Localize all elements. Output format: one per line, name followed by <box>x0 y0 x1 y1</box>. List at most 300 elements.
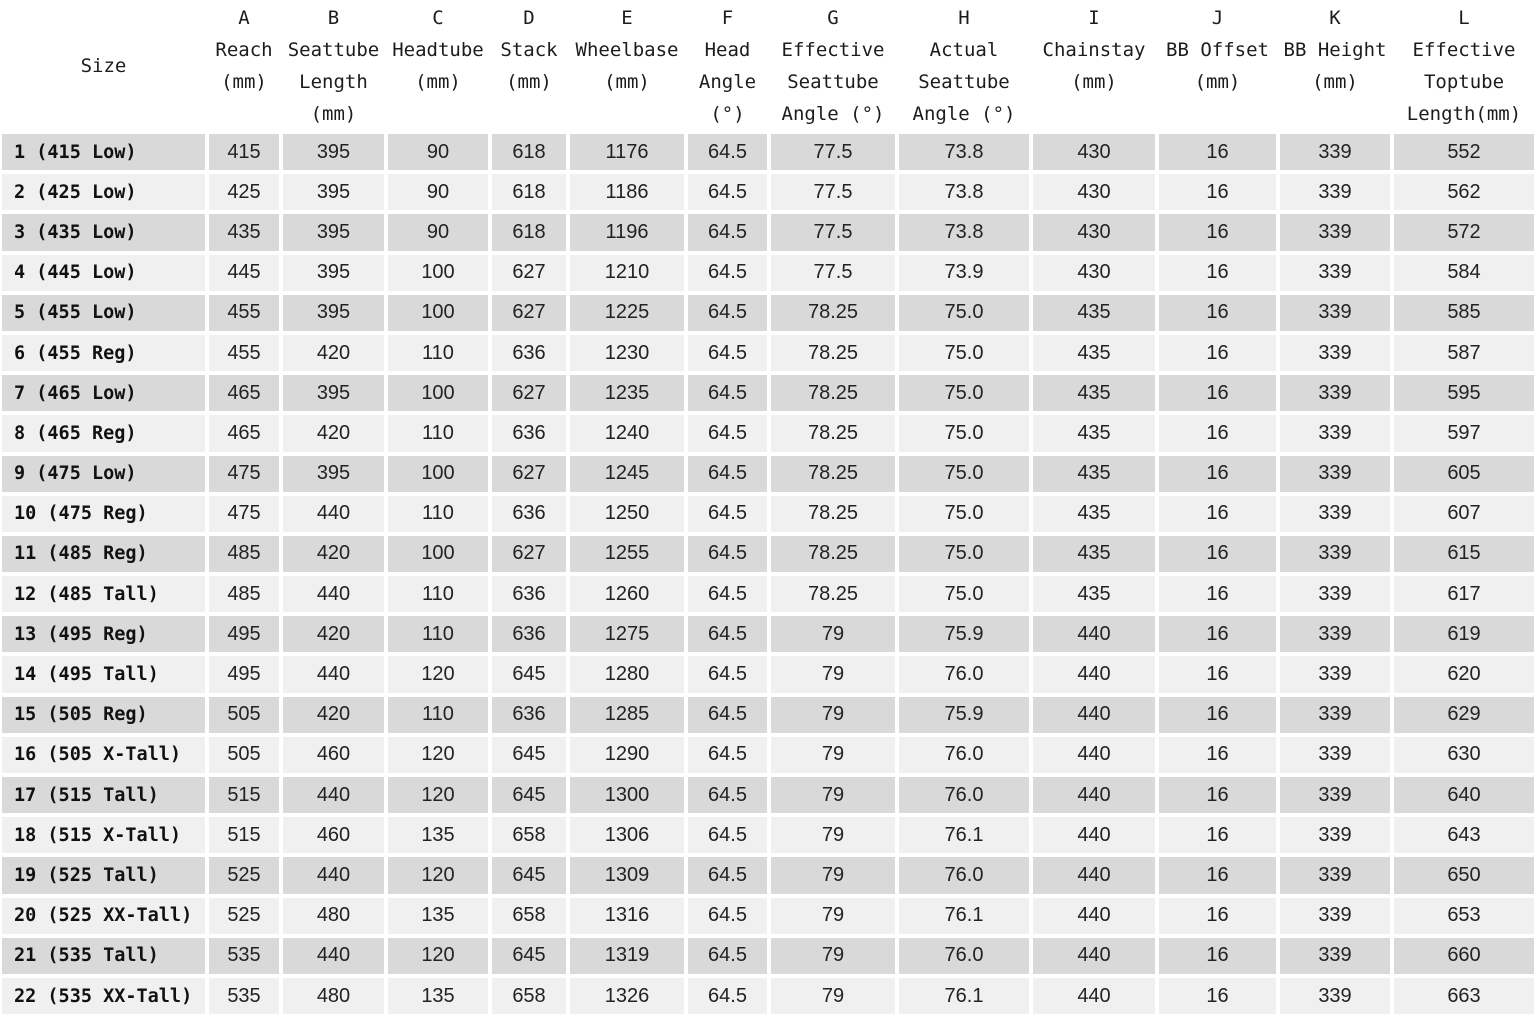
table-row <box>2 456 1534 492</box>
column-letter: C <box>432 7 444 29</box>
value-cell-b: 395 <box>283 375 384 411</box>
value-cell-f: 64.5 <box>688 616 767 652</box>
value-cell-l: 620 <box>1394 656 1534 692</box>
value-cell-g: 79 <box>771 857 895 893</box>
table-row <box>2 335 1534 371</box>
value-cell-j: 16 <box>1159 375 1276 411</box>
value-cell-g: 78.25 <box>771 375 895 411</box>
value-cell-e: 1186 <box>570 174 684 210</box>
value-cell-k: 339 <box>1280 415 1390 451</box>
table-row <box>2 777 1534 813</box>
table-row <box>2 375 1534 411</box>
value-cell-b: 395 <box>283 214 384 250</box>
column-label-line: (mm) <box>1312 71 1358 93</box>
value-cell-i: 430 <box>1033 255 1155 291</box>
value-cell-c: 135 <box>388 817 488 853</box>
size-cell: 6 (455 Reg) <box>2 335 205 371</box>
value-cell-k: 339 <box>1280 174 1390 210</box>
value-cell-j: 16 <box>1159 857 1276 893</box>
value-cell-b: 420 <box>283 616 384 652</box>
value-cell-b: 440 <box>283 576 384 612</box>
value-cell-h: 76.1 <box>899 978 1029 1014</box>
value-cell-d: 636 <box>492 335 566 371</box>
value-cell-d: 618 <box>492 134 566 170</box>
value-cell-b: 420 <box>283 415 384 451</box>
value-cell-c: 90 <box>388 174 488 210</box>
value-cell-a: 475 <box>209 456 279 492</box>
column-letter: L <box>1458 7 1470 29</box>
value-cell-i: 440 <box>1033 938 1155 974</box>
value-cell-b: 440 <box>283 496 384 532</box>
value-cell-k: 339 <box>1280 777 1390 813</box>
column-label-line: Effective <box>1412 39 1516 61</box>
value-cell-f: 64.5 <box>688 697 767 733</box>
value-cell-a: 505 <box>209 737 279 773</box>
value-cell-b: 395 <box>283 295 384 331</box>
value-cell-l: 630 <box>1394 737 1534 773</box>
value-cell-k: 339 <box>1280 335 1390 371</box>
value-cell-a: 445 <box>209 255 279 291</box>
value-cell-b: 395 <box>283 255 384 291</box>
value-cell-f: 64.5 <box>688 255 767 291</box>
value-cell-e: 1300 <box>570 777 684 813</box>
table-row <box>2 697 1534 733</box>
table-row <box>2 214 1534 250</box>
value-cell-k: 339 <box>1280 697 1390 733</box>
value-cell-e: 1280 <box>570 656 684 692</box>
value-cell-g: 77.5 <box>771 134 895 170</box>
value-cell-d: 636 <box>492 576 566 612</box>
size-cell: 4 (445 Low) <box>2 255 205 291</box>
value-cell-j: 16 <box>1159 777 1276 813</box>
value-cell-k: 339 <box>1280 295 1390 331</box>
column-label-line: Reach <box>215 39 273 61</box>
value-cell-f: 64.5 <box>688 174 767 210</box>
value-cell-d: 627 <box>492 255 566 291</box>
value-cell-k: 339 <box>1280 536 1390 572</box>
value-cell-d: 627 <box>492 456 566 492</box>
value-cell-j: 16 <box>1159 898 1276 934</box>
value-cell-h: 76.0 <box>899 737 1029 773</box>
value-cell-b: 420 <box>283 536 384 572</box>
value-cell-e: 1275 <box>570 616 684 652</box>
size-cell: 14 (495 Tall) <box>2 656 205 692</box>
value-cell-f: 64.5 <box>688 456 767 492</box>
value-cell-k: 339 <box>1280 656 1390 692</box>
size-cell: 2 (425 Low) <box>2 174 205 210</box>
table-row <box>2 656 1534 692</box>
value-cell-c: 100 <box>388 255 488 291</box>
value-cell-b: 480 <box>283 898 384 934</box>
value-cell-l: 607 <box>1394 496 1534 532</box>
column-header-l <box>1394 2 1534 130</box>
value-cell-h: 76.1 <box>899 817 1029 853</box>
value-cell-a: 515 <box>209 777 279 813</box>
value-cell-g: 77.5 <box>771 174 895 210</box>
value-cell-e: 1260 <box>570 576 684 612</box>
value-cell-g: 79 <box>771 697 895 733</box>
value-cell-c: 100 <box>388 456 488 492</box>
value-cell-g: 79 <box>771 777 895 813</box>
column-letter: F <box>721 7 734 29</box>
value-cell-i: 435 <box>1033 496 1155 532</box>
value-cell-l: 643 <box>1394 817 1534 853</box>
column-header-f <box>688 2 767 130</box>
column-letter: K <box>1329 7 1341 29</box>
size-cell: 15 (505 Reg) <box>2 697 205 733</box>
value-cell-f: 64.5 <box>688 496 767 532</box>
value-cell-l: 584 <box>1394 255 1534 291</box>
value-cell-j: 16 <box>1159 737 1276 773</box>
column-letter: D <box>523 7 535 29</box>
value-cell-h: 76.0 <box>899 938 1029 974</box>
column-label-line: (mm) <box>604 71 650 93</box>
value-cell-a: 525 <box>209 898 279 934</box>
value-cell-e: 1196 <box>570 214 684 250</box>
value-cell-i: 435 <box>1033 295 1155 331</box>
value-cell-g: 78.25 <box>771 295 895 331</box>
column-header-d <box>492 2 566 130</box>
size-cell: 8 (465 Reg) <box>2 415 205 451</box>
value-cell-g: 78.25 <box>771 415 895 451</box>
value-cell-f: 64.5 <box>688 777 767 813</box>
value-cell-i: 440 <box>1033 978 1155 1014</box>
value-cell-d: 645 <box>492 737 566 773</box>
column-label-line: Chainstay <box>1042 39 1146 61</box>
column-letter: A <box>238 7 250 29</box>
value-cell-i: 430 <box>1033 174 1155 210</box>
column-label-line: Actual <box>929 39 999 61</box>
value-cell-l: 552 <box>1394 134 1534 170</box>
value-cell-i: 435 <box>1033 576 1155 612</box>
value-cell-l: 619 <box>1394 616 1534 652</box>
value-cell-a: 535 <box>209 938 279 974</box>
value-cell-j: 16 <box>1159 295 1276 331</box>
size-cell: 17 (515 Tall) <box>2 777 205 813</box>
value-cell-h: 75.9 <box>899 697 1029 733</box>
column-header-h <box>899 2 1029 130</box>
value-cell-b: 480 <box>283 978 384 1014</box>
value-cell-b: 440 <box>283 777 384 813</box>
value-cell-l: 585 <box>1394 295 1534 331</box>
value-cell-l: 562 <box>1394 174 1534 210</box>
value-cell-b: 460 <box>283 817 384 853</box>
value-cell-f: 64.5 <box>688 737 767 773</box>
value-cell-f: 64.5 <box>688 857 767 893</box>
value-cell-g: 78.25 <box>771 335 895 371</box>
value-cell-e: 1176 <box>570 134 684 170</box>
table-row <box>2 616 1534 652</box>
size-cell: 22 (535 XX-Tall) <box>2 978 205 1014</box>
value-cell-k: 339 <box>1280 576 1390 612</box>
value-cell-h: 75.0 <box>899 576 1029 612</box>
value-cell-e: 1230 <box>570 335 684 371</box>
value-cell-j: 16 <box>1159 978 1276 1014</box>
value-cell-d: 658 <box>492 817 566 853</box>
size-cell: 12 (485 Tall) <box>2 576 205 612</box>
value-cell-a: 465 <box>209 415 279 451</box>
value-cell-i: 440 <box>1033 777 1155 813</box>
table-row <box>2 857 1534 893</box>
value-cell-g: 77.5 <box>771 214 895 250</box>
value-cell-k: 339 <box>1280 375 1390 411</box>
size-cell: 10 (475 Reg) <box>2 496 205 532</box>
column-label-line: Wheelbase <box>575 39 679 61</box>
value-cell-j: 16 <box>1159 817 1276 853</box>
value-cell-j: 16 <box>1159 938 1276 974</box>
column-label-line: Length(mm) <box>1406 103 1522 125</box>
column-label-line: Angle (°) <box>781 103 885 125</box>
value-cell-h: 76.0 <box>899 777 1029 813</box>
value-cell-j: 16 <box>1159 255 1276 291</box>
column-label-line: Toptube <box>1423 71 1505 93</box>
value-cell-a: 495 <box>209 616 279 652</box>
value-cell-i: 440 <box>1033 737 1155 773</box>
column-label-line: (mm) <box>310 103 357 125</box>
value-cell-f: 64.5 <box>688 938 767 974</box>
value-cell-i: 440 <box>1033 857 1155 893</box>
value-cell-j: 16 <box>1159 174 1276 210</box>
value-cell-k: 339 <box>1280 817 1390 853</box>
value-cell-g: 78.25 <box>771 576 895 612</box>
value-cell-b: 440 <box>283 656 384 692</box>
value-cell-d: 645 <box>492 777 566 813</box>
column-label-line: Angle <box>698 71 757 93</box>
table-row <box>2 978 1534 1014</box>
value-cell-g: 79 <box>771 898 895 934</box>
size-column-header: Size <box>80 55 127 77</box>
value-cell-k: 339 <box>1280 978 1390 1014</box>
value-cell-e: 1319 <box>570 938 684 974</box>
column-header-j <box>1159 2 1276 130</box>
value-cell-a: 535 <box>209 978 279 1014</box>
value-cell-i: 430 <box>1033 134 1155 170</box>
value-cell-h: 76.0 <box>899 656 1029 692</box>
value-cell-f: 64.5 <box>688 295 767 331</box>
column-letter: J <box>1211 7 1224 29</box>
table-row <box>2 295 1534 331</box>
column-label-line: Stack <box>500 39 558 61</box>
header-row <box>2 2 1534 130</box>
value-cell-a: 455 <box>209 295 279 331</box>
value-cell-g: 79 <box>771 978 895 1014</box>
value-cell-f: 64.5 <box>688 898 767 934</box>
value-cell-j: 16 <box>1159 576 1276 612</box>
value-cell-k: 339 <box>1280 214 1390 250</box>
value-cell-i: 435 <box>1033 456 1155 492</box>
value-cell-h: 75.0 <box>899 295 1029 331</box>
value-cell-c: 120 <box>388 938 488 974</box>
column-letter: G <box>827 7 839 29</box>
value-cell-j: 16 <box>1159 214 1276 250</box>
table-row <box>2 576 1534 612</box>
value-cell-c: 120 <box>388 777 488 813</box>
value-cell-c: 110 <box>388 616 488 652</box>
value-cell-i: 440 <box>1033 697 1155 733</box>
value-cell-i: 440 <box>1033 898 1155 934</box>
value-cell-h: 73.9 <box>899 255 1029 291</box>
value-cell-a: 515 <box>209 817 279 853</box>
value-cell-d: 627 <box>492 295 566 331</box>
value-cell-k: 339 <box>1280 938 1390 974</box>
value-cell-c: 120 <box>388 737 488 773</box>
value-cell-e: 1235 <box>570 375 684 411</box>
value-cell-h: 75.0 <box>899 536 1029 572</box>
column-label-line: (mm) <box>506 71 552 93</box>
value-cell-a: 485 <box>209 536 279 572</box>
value-cell-l: 597 <box>1394 415 1534 451</box>
table-row <box>2 898 1534 934</box>
column-letter: B <box>327 7 340 29</box>
value-cell-j: 16 <box>1159 415 1276 451</box>
value-cell-l: 650 <box>1394 857 1534 893</box>
value-cell-i: 435 <box>1033 415 1155 451</box>
value-cell-f: 64.5 <box>688 335 767 371</box>
value-cell-f: 64.5 <box>688 415 767 451</box>
value-cell-d: 645 <box>492 857 566 893</box>
value-cell-d: 658 <box>492 898 566 934</box>
value-cell-d: 636 <box>492 415 566 451</box>
value-cell-a: 455 <box>209 335 279 371</box>
column-label-line: Seattube <box>918 71 1010 93</box>
value-cell-e: 1245 <box>570 456 684 492</box>
value-cell-e: 1290 <box>570 737 684 773</box>
value-cell-f: 64.5 <box>688 656 767 692</box>
column-letter: E <box>621 7 633 29</box>
value-cell-f: 64.5 <box>688 536 767 572</box>
value-cell-k: 339 <box>1280 616 1390 652</box>
value-cell-f: 64.5 <box>688 817 767 853</box>
value-cell-i: 435 <box>1033 335 1155 371</box>
value-cell-c: 120 <box>388 857 488 893</box>
value-cell-j: 16 <box>1159 456 1276 492</box>
size-cell: 1 (415 Low) <box>2 134 205 170</box>
value-cell-f: 64.5 <box>688 375 767 411</box>
value-cell-a: 525 <box>209 857 279 893</box>
column-label-line: Effective <box>781 39 885 61</box>
value-cell-a: 495 <box>209 656 279 692</box>
value-cell-l: 660 <box>1394 938 1534 974</box>
value-cell-b: 395 <box>283 456 384 492</box>
value-cell-l: 595 <box>1394 375 1534 411</box>
value-cell-c: 110 <box>388 576 488 612</box>
value-cell-i: 440 <box>1033 616 1155 652</box>
value-cell-k: 339 <box>1280 255 1390 291</box>
value-cell-i: 435 <box>1033 375 1155 411</box>
column-label-line: (mm) <box>1071 71 1117 93</box>
column-label-line: BB Offset <box>1166 39 1269 61</box>
value-cell-e: 1240 <box>570 415 684 451</box>
value-cell-d: 618 <box>492 174 566 210</box>
column-header-a <box>209 2 279 130</box>
value-cell-k: 339 <box>1280 857 1390 893</box>
column-label-line: (mm) <box>415 71 461 93</box>
value-cell-b: 395 <box>283 174 384 210</box>
column-header-g <box>771 2 895 130</box>
size-cell: 5 (455 Low) <box>2 295 205 331</box>
value-cell-c: 135 <box>388 898 488 934</box>
value-cell-e: 1316 <box>570 898 684 934</box>
value-cell-e: 1306 <box>570 817 684 853</box>
table-row <box>2 536 1534 572</box>
value-cell-c: 110 <box>388 335 488 371</box>
value-cell-g: 79 <box>771 817 895 853</box>
value-cell-g: 79 <box>771 656 895 692</box>
column-header-k <box>1280 2 1390 130</box>
value-cell-j: 16 <box>1159 335 1276 371</box>
value-cell-g: 79 <box>771 616 895 652</box>
value-cell-k: 339 <box>1280 898 1390 934</box>
value-cell-i: 440 <box>1033 656 1155 692</box>
value-cell-g: 78.25 <box>771 496 895 532</box>
size-cell: 18 (515 X-Tall) <box>2 817 205 853</box>
value-cell-k: 339 <box>1280 134 1390 170</box>
value-cell-a: 475 <box>209 496 279 532</box>
value-cell-l: 663 <box>1394 978 1534 1014</box>
value-cell-j: 16 <box>1159 134 1276 170</box>
value-cell-g: 78.25 <box>771 536 895 572</box>
column-header-i <box>1033 2 1155 130</box>
size-cell: 3 (435 Low) <box>2 214 205 250</box>
value-cell-b: 440 <box>283 857 384 893</box>
value-cell-h: 73.8 <box>899 134 1029 170</box>
size-cell: 16 (505 X-Tall) <box>2 737 205 773</box>
column-header-c <box>388 2 488 130</box>
value-cell-b: 460 <box>283 737 384 773</box>
value-cell-d: 627 <box>492 375 566 411</box>
size-cell: 7 (465 Low) <box>2 375 205 411</box>
value-cell-c: 135 <box>388 978 488 1014</box>
value-cell-d: 636 <box>492 697 566 733</box>
value-cell-f: 64.5 <box>688 978 767 1014</box>
value-cell-a: 415 <box>209 134 279 170</box>
value-cell-a: 425 <box>209 174 279 210</box>
value-cell-c: 90 <box>388 134 488 170</box>
table-row <box>2 255 1534 291</box>
value-cell-e: 1225 <box>570 295 684 331</box>
value-cell-h: 75.0 <box>899 375 1029 411</box>
value-cell-h: 73.8 <box>899 174 1029 210</box>
table-row <box>2 174 1534 210</box>
value-cell-l: 615 <box>1394 536 1534 572</box>
value-cell-b: 420 <box>283 697 384 733</box>
value-cell-h: 73.8 <box>899 214 1029 250</box>
column-label-line: (°) <box>710 103 745 125</box>
value-cell-h: 75.0 <box>899 415 1029 451</box>
value-cell-d: 645 <box>492 656 566 692</box>
value-cell-l: 629 <box>1394 697 1534 733</box>
value-cell-e: 1210 <box>570 255 684 291</box>
column-label-line: Head <box>704 39 751 61</box>
value-cell-a: 435 <box>209 214 279 250</box>
value-cell-d: 636 <box>492 496 566 532</box>
table-row <box>2 496 1534 532</box>
size-cell: 11 (485 Reg) <box>2 536 205 572</box>
value-cell-e: 1250 <box>570 496 684 532</box>
value-cell-c: 110 <box>388 415 488 451</box>
value-cell-j: 16 <box>1159 697 1276 733</box>
size-cell: 21 (535 Tall) <box>2 938 205 974</box>
value-cell-h: 75.0 <box>899 335 1029 371</box>
value-cell-h: 76.1 <box>899 898 1029 934</box>
value-cell-l: 653 <box>1394 898 1534 934</box>
table-row <box>2 938 1534 974</box>
value-cell-i: 435 <box>1033 536 1155 572</box>
value-cell-a: 465 <box>209 375 279 411</box>
column-label-line: Seattube <box>287 39 380 61</box>
value-cell-i: 440 <box>1033 817 1155 853</box>
value-cell-f: 64.5 <box>688 576 767 612</box>
